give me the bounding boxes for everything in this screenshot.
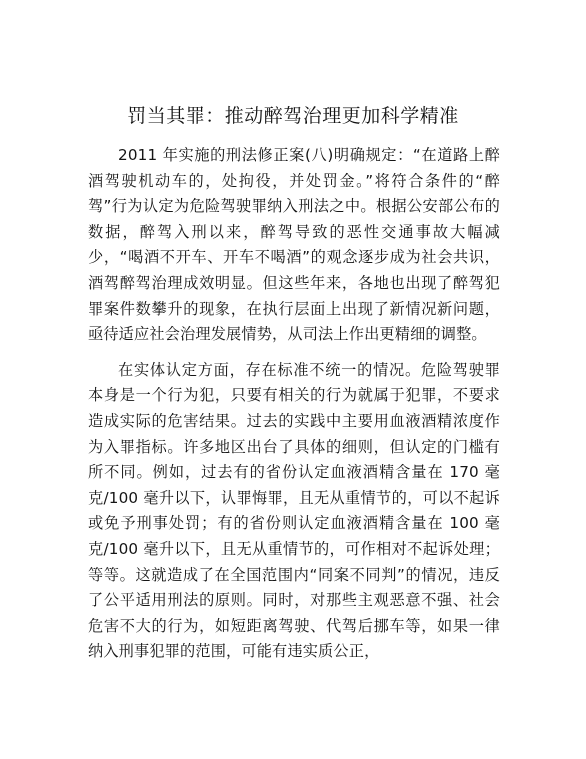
paragraph-2: 在实体认定方面，存在标准不统一的情况。危险驾驶罪本身是一个行为犯，只要有相关的行为就属于犯罪，不要求造成实际的危害结果。过去的实践中主要用血液酒精浓度作为入罪指标。许多地区出台了具体的细则，但认定的门槛有所不同。例如，过去有的省份认定血液酒精含量在 170 毫克/100 毫升以下，认罪悔罪，且无从重情节的，可以不起诉或免予刑事处罚；有的省份则认定血液酒精含量在 100 毫克/100 毫升以下，且无从重情节的，可作相对不起诉处理；等等。这就造成了在全国范围内“同案不同判”的情况，违反了公平适用刑法的原则。同时，对那些主观恶意不强、社会危害不大的行为，如短距离驾驶、代驾后挪车等，如果一律纳入刑事犯罪的范围，可能有违实质公正， <box>88 360 500 661</box>
paragraph-1: 2011 年实施的刑法修正案(八)明确规定：“在道路上醉酒驾驶机动车的，处拘役，并处罚金。”将符合条件的“醉驾”行为认定为危险驾驶罪纳入刑法之中。根据公安部公布的数据，醉驾入刑以来，醉驾导致的恶性交通事故大幅减少，“喝酒不开车、开车不喝酒”的观念逐步成为社会共识，酒驾醉驾治理成效明显。但这些年来，各地也出现了醉驾犯罪案件数攀升的现象，在执行层面上出现了新情况新问题，亟待适应社会治理发展情势，从司法上作出更精细的调整。 <box>88 146 500 344</box>
document-body <box>88 143 500 665</box>
document-title: 罚当其罪：推动醉驾治理更加科学精准 <box>127 105 459 127</box>
